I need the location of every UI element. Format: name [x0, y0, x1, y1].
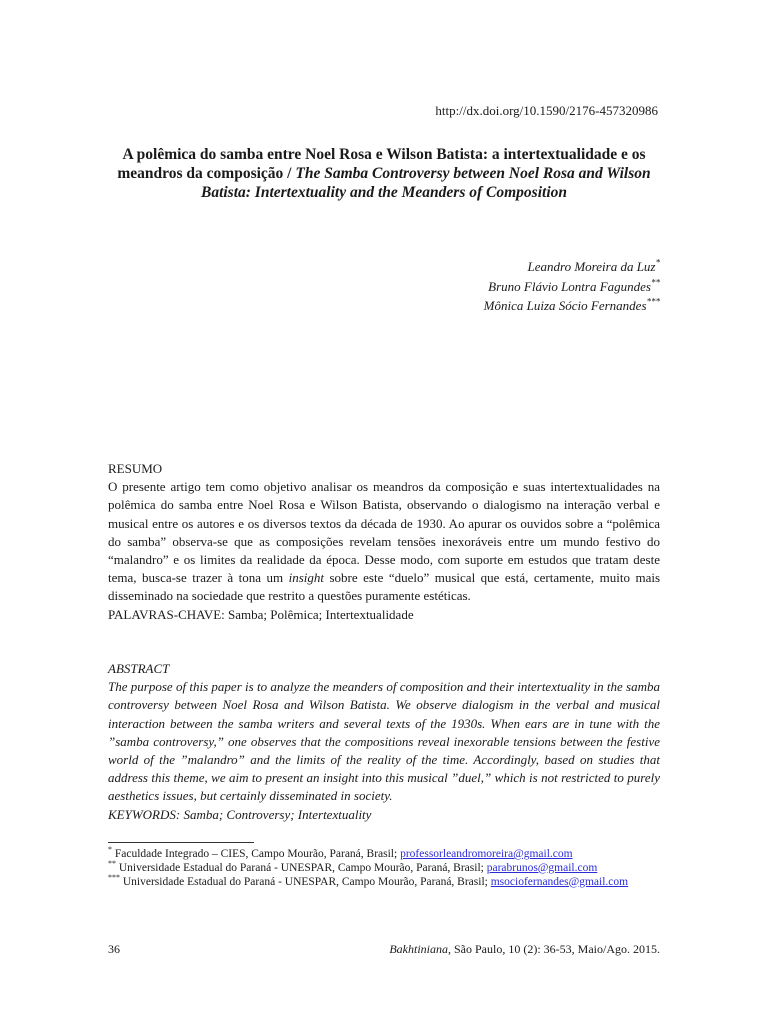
resumo-text: O presente artigo tem como objetivo analisar os meandros da composição e suas intertextualidades na polêmica do samba entre Noel Rosa e Wilson Batista, observando o dialogismo na interação verbal e musical entre os autores e os diversos textos da década de 1930. Ao apurar os ouvidos sobre a “polêmica do samba” observa-se que as composições revelam tensões inexoráveis entre um mundo festivo do “malandro” e os limites da realidade da época. Desse modo, com suporte em estudos que tratam deste tema, busca-se trazer à tona um insight sobre este “duelo” musical que está, certamente, muito mais disseminado na sociedade que restrito a questões puramente estéticas. — [108, 479, 661, 604]
abstract-heading: ABSTRACT — [108, 661, 170, 676]
email-link[interactable]: msociofernandes@gmail.com — [490, 875, 629, 888]
abstract-section — [108, 660, 660, 824]
title-english: The Samba Controversy between Noel Rosa and Wilson Batista: Intertextuality and the Meanders of Composition — [200, 165, 651, 201]
page-footer — [108, 942, 660, 957]
author-item: Leandro Moreira da Luz* — [527, 257, 660, 274]
footnote-divider — [108, 842, 254, 843]
page-number: 36 — [108, 942, 120, 956]
palavras-chave: PALAVRAS-CHAVE: Samba; Polêmica; Intertextualidade — [108, 606, 414, 622]
journal-citation: Bakhtiniana, São Paulo, 10 (2): 36-53, Maio/Ago. 2015. — [389, 942, 660, 956]
footnote-item: ** Universidade Estadual do Paraná - UNESPAR, Campo Mourão, Paraná, Brasil; parabrunos@gmail.com — [108, 858, 598, 874]
insight-term: insight — [288, 570, 324, 586]
email-link[interactable]: parabrunos@gmail.com — [486, 861, 598, 874]
resumo-heading: RESUMO — [108, 461, 163, 476]
author-list — [484, 257, 660, 316]
resumo-section — [108, 460, 660, 624]
journal-name: Bakhtiniana — [389, 942, 448, 956]
author-item: Bruno Flávio Lontra Fagundes** — [488, 277, 660, 294]
author-item: Mônica Luiza Sócio Fernandes*** — [483, 296, 660, 313]
footnote-mark: * — [655, 257, 660, 268]
article-title — [108, 145, 660, 202]
abstract-text: The purpose of this paper is to analyze the meanders of composition and their intertextuality in the samba controversy between Noel Rosa and Wilson Batista. We observe dialogism in the verbal and musical interaction between the samba writers and several texts of the 1930s. When ears are in tune with the ”samba controversy,” one observes that the compositions reveal inexorable tensions between the festive world of the ”malandro” and the limits of the reality of the time. Accordingly, based on studies that address this theme, we aim to present an insight into this musical ”duel,” which is not restricted to purely aesthetics issues, but certainly disseminated in society. — [108, 679, 660, 804]
title-portuguese: A polêmica do samba entre Noel Rosa e Wilson Batista: a intertextualidade e os meandros da composição / — [117, 146, 646, 182]
doi-link[interactable]: http://dx.doi.org/10.1590/2176-457320986 — [435, 103, 658, 118]
footnote-item: * Faculdade Integrado – CIES, Campo Mourão, Paraná, Brasil; professorleandromoreira@gmail.com — [108, 845, 573, 860]
footnotes — [108, 842, 660, 889]
footnote-mark: ** — [651, 277, 660, 288]
footnote-item: *** Universidade Estadual do Paraná - UNESPAR, Campo Mourão, Paraná, Brasil; msociofernandes@gmail.com — [108, 872, 629, 888]
keywords: KEYWORDS: Samba; Controversy; Intertextuality — [108, 806, 372, 822]
footnote-mark: *** — [646, 296, 660, 307]
email-link[interactable]: professorleandromoreira@gmail.com — [400, 848, 573, 860]
